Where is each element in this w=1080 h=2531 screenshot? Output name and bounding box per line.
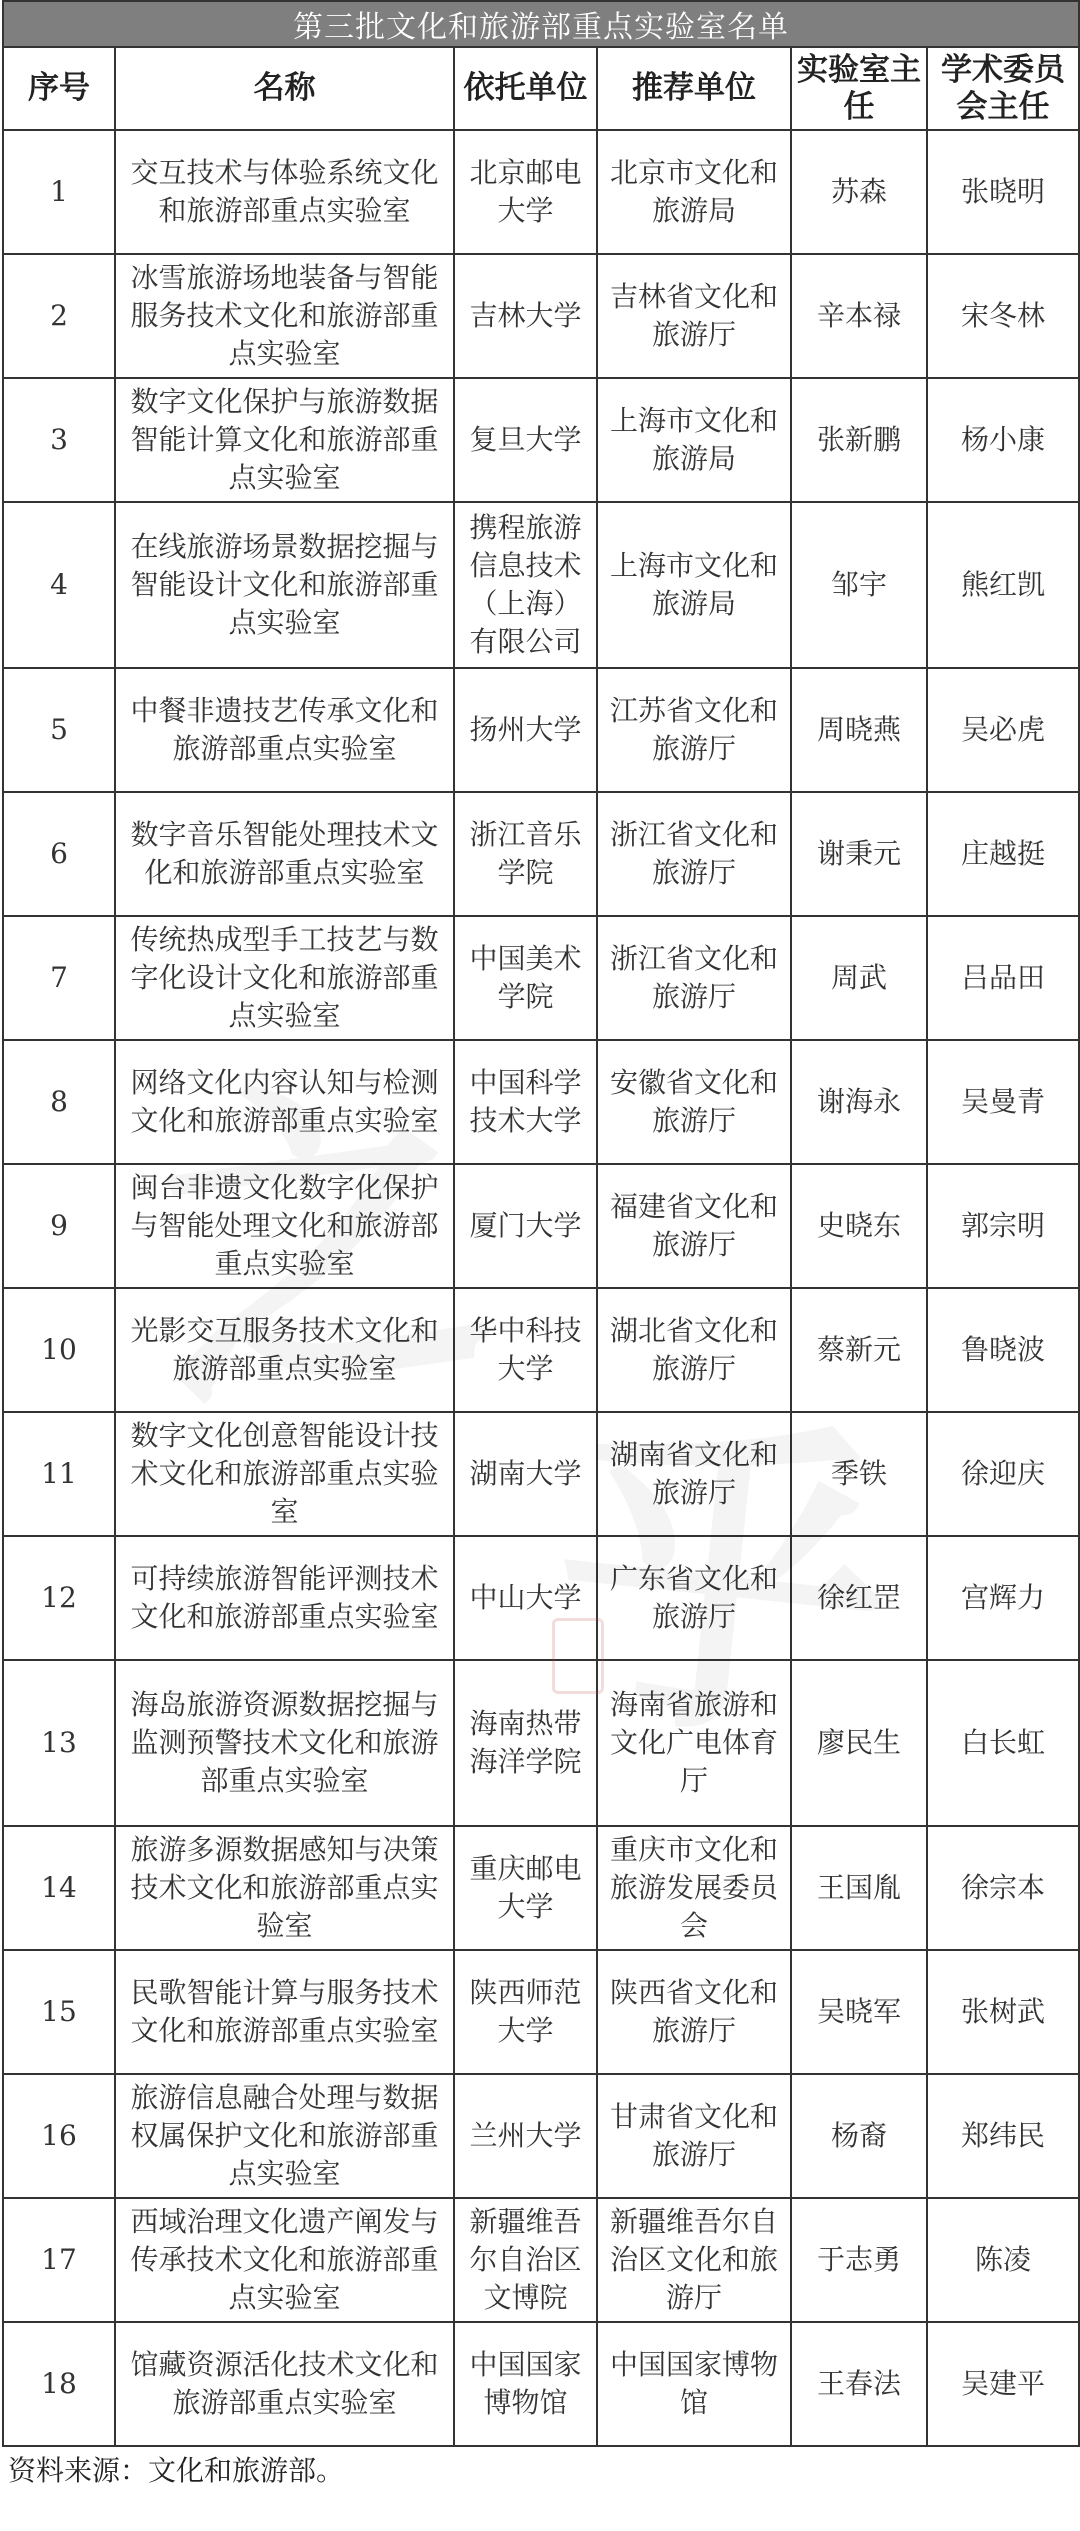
row-recommender-cell: 陕西省文化和旅游厅 bbox=[597, 1950, 791, 2074]
row-name-cell: 闽台非遗文化数字化保护与智能处理文化和旅游部重点实验室 bbox=[115, 1164, 454, 1288]
row-director-cell: 王国胤 bbox=[791, 1826, 927, 1950]
row-chair-cell: 吴必虎 bbox=[927, 668, 1079, 792]
row-chair-cell: 徐宗本 bbox=[927, 1826, 1079, 1950]
table-body bbox=[3, 130, 1079, 2446]
row-name-cell: 海岛旅游资源数据挖掘与监测预警技术文化和旅游部重点实验室 bbox=[115, 1660, 454, 1826]
row-host-cell: 中国美术学院 bbox=[454, 916, 597, 1040]
row-recommender-cell: 重庆市文化和旅游发展委员会 bbox=[597, 1826, 791, 1950]
row-index-cell: 12 bbox=[3, 1536, 115, 1660]
table-row bbox=[3, 916, 1079, 1040]
row-index-cell: 15 bbox=[3, 1950, 115, 2074]
row-recommender-cell: 吉林省文化和旅游厅 bbox=[597, 254, 791, 378]
lab-list-table bbox=[2, 0, 1080, 2447]
row-host-cell: 浙江音乐学院 bbox=[454, 792, 597, 916]
row-recommender-cell: 上海市文化和旅游局 bbox=[597, 502, 791, 668]
row-director-cell: 廖民生 bbox=[791, 1660, 927, 1826]
row-director-cell: 邹宇 bbox=[791, 502, 927, 668]
row-director-cell: 徐红罡 bbox=[791, 1536, 927, 1660]
row-director-cell: 辛本禄 bbox=[791, 254, 927, 378]
row-name-cell: 旅游多源数据感知与决策技术文化和旅游部重点实验室 bbox=[115, 1826, 454, 1950]
row-name-cell: 可持续旅游智能评测技术文化和旅游部重点实验室 bbox=[115, 1536, 454, 1660]
row-recommender-cell: 福建省文化和旅游厅 bbox=[597, 1164, 791, 1288]
row-recommender-cell: 湖北省文化和旅游厅 bbox=[597, 1288, 791, 1412]
row-name-cell: 中餐非遗技艺传承文化和旅游部重点实验室 bbox=[115, 668, 454, 792]
row-index-cell: 1 bbox=[3, 130, 115, 254]
row-recommender-cell: 海南省旅游和文化广电体育厅 bbox=[597, 1660, 791, 1826]
row-host-cell: 湖南大学 bbox=[454, 1412, 597, 1536]
row-index-cell: 17 bbox=[3, 2198, 115, 2322]
row-recommender-cell: 新疆维吾尔自治区文化和旅游厅 bbox=[597, 2198, 791, 2322]
row-name-cell: 西域治理文化遗产阐发与传承技术文化和旅游部重点实验室 bbox=[115, 2198, 454, 2322]
row-chair-cell: 张树武 bbox=[927, 1950, 1079, 2074]
row-recommender-cell: 甘肃省文化和旅游厅 bbox=[597, 2074, 791, 2198]
row-chair-cell: 宋冬林 bbox=[927, 254, 1079, 378]
row-name-cell: 旅游信息融合处理与数据权属保护文化和旅游部重点实验室 bbox=[115, 2074, 454, 2198]
row-index-cell: 5 bbox=[3, 668, 115, 792]
header-host: 依托单位 bbox=[454, 47, 597, 130]
row-name-cell: 传统热成型手工技艺与数字化设计文化和旅游部重点实验室 bbox=[115, 916, 454, 1040]
row-name-cell: 数字音乐智能处理技术文化和旅游部重点实验室 bbox=[115, 792, 454, 916]
row-chair-cell: 郭宗明 bbox=[927, 1164, 1079, 1288]
row-recommender-cell: 湖南省文化和旅游厅 bbox=[597, 1412, 791, 1536]
row-name-cell: 馆藏资源活化技术文化和旅游部重点实验室 bbox=[115, 2322, 454, 2446]
row-chair-cell: 吕品田 bbox=[927, 916, 1079, 1040]
row-chair-cell: 陈凌 bbox=[927, 2198, 1079, 2322]
table-row bbox=[3, 1412, 1079, 1536]
row-host-cell: 中国国家博物馆 bbox=[454, 2322, 597, 2446]
header-index: 序号 bbox=[3, 47, 115, 130]
row-host-cell: 新疆维吾尔自治区文博院 bbox=[454, 2198, 597, 2322]
row-director-cell: 苏森 bbox=[791, 130, 927, 254]
row-director-cell: 周晓燕 bbox=[791, 668, 927, 792]
row-index-cell: 7 bbox=[3, 916, 115, 1040]
row-recommender-cell: 江苏省文化和旅游厅 bbox=[597, 668, 791, 792]
row-index-cell: 8 bbox=[3, 1040, 115, 1164]
table-row bbox=[3, 1826, 1079, 1950]
header-chair: 学术委员会主任 bbox=[927, 47, 1079, 130]
table-row bbox=[3, 1288, 1079, 1412]
row-director-cell: 谢秉元 bbox=[791, 792, 927, 916]
row-index-cell: 11 bbox=[3, 1412, 115, 1536]
header-recommender: 推荐单位 bbox=[597, 47, 791, 130]
row-index-cell: 6 bbox=[3, 792, 115, 916]
row-name-cell: 数字文化创意智能设计技术文化和旅游部重点实验室 bbox=[115, 1412, 454, 1536]
row-name-cell: 民歌智能计算与服务技术文化和旅游部重点实验室 bbox=[115, 1950, 454, 2074]
table-row bbox=[3, 130, 1079, 254]
table-row bbox=[3, 1660, 1079, 1826]
header-director: 实验室主任 bbox=[791, 47, 927, 130]
row-host-cell: 重庆邮电大学 bbox=[454, 1826, 597, 1950]
table-row bbox=[3, 254, 1079, 378]
row-name-cell: 光影交互服务技术文化和旅游部重点实验室 bbox=[115, 1288, 454, 1412]
row-chair-cell: 宫辉力 bbox=[927, 1536, 1079, 1660]
row-host-cell: 中山大学 bbox=[454, 1536, 597, 1660]
row-recommender-cell: 北京市文化和旅游局 bbox=[597, 130, 791, 254]
row-recommender-cell: 安徽省文化和旅游厅 bbox=[597, 1040, 791, 1164]
row-name-cell: 数字文化保护与旅游数据智能计算文化和旅游部重点实验室 bbox=[115, 378, 454, 502]
table-row bbox=[3, 502, 1079, 668]
table-row bbox=[3, 1040, 1079, 1164]
row-chair-cell: 郑纬民 bbox=[927, 2074, 1079, 2198]
source-note: 资料来源：文化和旅游部。 bbox=[8, 2454, 345, 2487]
row-index-cell: 10 bbox=[3, 1288, 115, 1412]
row-index-cell: 18 bbox=[3, 2322, 115, 2446]
row-host-cell: 兰州大学 bbox=[454, 2074, 597, 2198]
table-row bbox=[3, 1164, 1079, 1288]
row-index-cell: 3 bbox=[3, 378, 115, 502]
row-host-cell: 扬州大学 bbox=[454, 668, 597, 792]
row-index-cell: 14 bbox=[3, 1826, 115, 1950]
row-host-cell: 吉林大学 bbox=[454, 254, 597, 378]
row-chair-cell: 庄越挺 bbox=[927, 792, 1079, 916]
row-director-cell: 杨裔 bbox=[791, 2074, 927, 2198]
row-chair-cell: 徐迎庆 bbox=[927, 1412, 1079, 1536]
table-title-row bbox=[3, 1, 1079, 47]
row-director-cell: 谢海永 bbox=[791, 1040, 927, 1164]
table-row bbox=[3, 378, 1079, 502]
row-host-cell: 海南热带海洋学院 bbox=[454, 1660, 597, 1826]
row-index-cell: 4 bbox=[3, 502, 115, 668]
table-row bbox=[3, 668, 1079, 792]
table-row bbox=[3, 2322, 1079, 2446]
row-chair-cell: 鲁晓波 bbox=[927, 1288, 1079, 1412]
row-recommender-cell: 浙江省文化和旅游厅 bbox=[597, 792, 791, 916]
row-name-cell: 网络文化内容认知与检测文化和旅游部重点实验室 bbox=[115, 1040, 454, 1164]
row-recommender-cell: 广东省文化和旅游厅 bbox=[597, 1536, 791, 1660]
table-row bbox=[3, 792, 1079, 916]
row-director-cell: 蔡新元 bbox=[791, 1288, 927, 1412]
row-chair-cell: 吴曼青 bbox=[927, 1040, 1079, 1164]
row-index-cell: 9 bbox=[3, 1164, 115, 1288]
row-host-cell: 华中科技大学 bbox=[454, 1288, 597, 1412]
row-chair-cell: 吴建平 bbox=[927, 2322, 1079, 2446]
row-host-cell: 中国科学技术大学 bbox=[454, 1040, 597, 1164]
row-director-cell: 周武 bbox=[791, 916, 927, 1040]
row-index-cell: 2 bbox=[3, 254, 115, 378]
row-chair-cell: 白长虹 bbox=[927, 1660, 1079, 1826]
row-name-cell: 交互技术与体验系统文化和旅游部重点实验室 bbox=[115, 130, 454, 254]
header-name: 名称 bbox=[115, 47, 454, 130]
row-recommender-cell: 上海市文化和旅游局 bbox=[597, 378, 791, 502]
row-chair-cell: 杨小康 bbox=[927, 378, 1079, 502]
row-director-cell: 张新鹏 bbox=[791, 378, 927, 502]
table-row bbox=[3, 1536, 1079, 1660]
row-director-cell: 于志勇 bbox=[791, 2198, 927, 2322]
row-chair-cell: 熊红凯 bbox=[927, 502, 1079, 668]
table-row bbox=[3, 1950, 1079, 2074]
row-recommender-cell: 中国国家博物馆 bbox=[597, 2322, 791, 2446]
row-host-cell: 陕西师范大学 bbox=[454, 1950, 597, 2074]
row-host-cell: 厦门大学 bbox=[454, 1164, 597, 1288]
row-director-cell: 史晓东 bbox=[791, 1164, 927, 1288]
table-header-row bbox=[3, 47, 1079, 130]
row-index-cell: 13 bbox=[3, 1660, 115, 1826]
row-name-cell: 在线旅游场景数据挖掘与智能设计文化和旅游部重点实验室 bbox=[115, 502, 454, 668]
row-name-cell: 冰雪旅游场地装备与智能服务技术文化和旅游部重点实验室 bbox=[115, 254, 454, 378]
row-host-cell: 携程旅游信息技术（上海）有限公司 bbox=[454, 502, 597, 668]
row-chair-cell: 张晓明 bbox=[927, 130, 1079, 254]
row-director-cell: 王春法 bbox=[791, 2322, 927, 2446]
row-director-cell: 吴晓军 bbox=[791, 1950, 927, 2074]
table-row bbox=[3, 2074, 1079, 2198]
row-host-cell: 北京邮电大学 bbox=[454, 130, 597, 254]
table-title: 第三批文化和旅游部重点实验室名单 bbox=[3, 1, 1079, 47]
row-recommender-cell: 浙江省文化和旅游厅 bbox=[597, 916, 791, 1040]
row-host-cell: 复旦大学 bbox=[454, 378, 597, 502]
table-row bbox=[3, 2198, 1079, 2322]
row-director-cell: 季铁 bbox=[791, 1412, 927, 1536]
row-index-cell: 16 bbox=[3, 2074, 115, 2198]
